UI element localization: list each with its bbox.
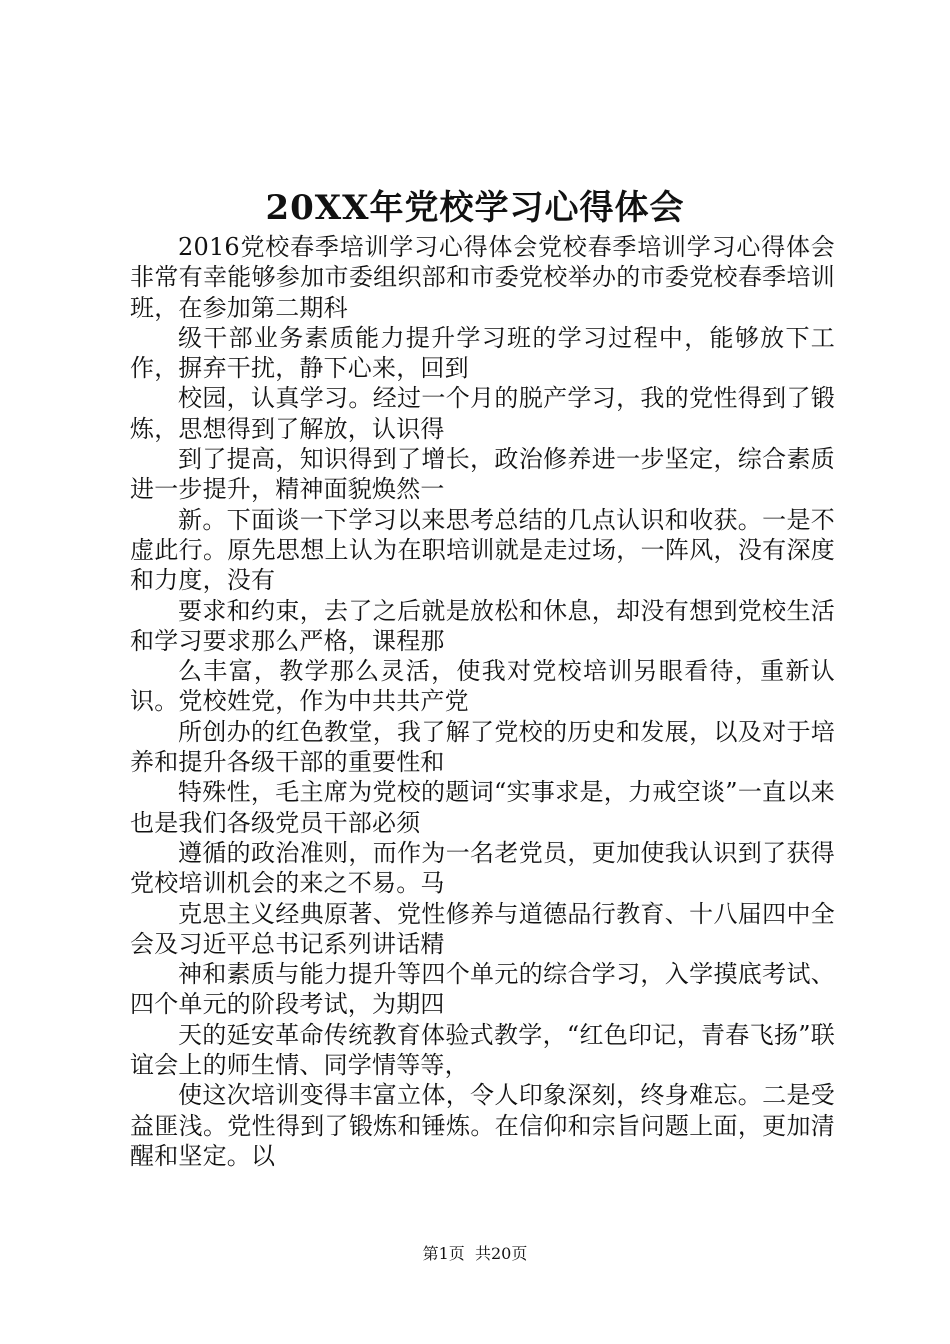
paragraph: 特殊性，毛主席为党校的题词“实事求是，力戒空谈”一直以来也是我们各级党员干部必须 bbox=[130, 778, 835, 837]
paragraph: 天的延安革命传统教育体验式教学，“红色印记，青春飞扬”联谊会上的师生情、同学情等等， bbox=[130, 1020, 835, 1080]
paragraph: 级干部业务素质能力提升学习班的学习过程中，能够放下工作，摒弃干扰，静下心来，回到 bbox=[130, 323, 835, 383]
document-title: 20XX年党校学习心得体会 bbox=[265, 188, 685, 228]
paragraph: 克思主义经典原著、党性修养与道德品行教育、十八届四中全会及习近平总书记系列讲话精 bbox=[130, 899, 835, 958]
paragraph: 所创办的红色教堂，我了解了党校的历史和发展，以及对于培养和提升各级干部的重要性和 bbox=[130, 717, 835, 777]
page-total: 共20页 bbox=[474, 1244, 528, 1263]
paragraph: 校园，认真学习。经过一个月的脱产学习，我的党性得到了锻炼，思想得到了解放，认识得 bbox=[130, 384, 835, 443]
paragraph: 新。下面谈一下学习以来思考总结的几点认识和收获。一是不虚此行。原先思想上认为在职培训就是走过场，一阵风，没有深度和力度，没有 bbox=[130, 505, 835, 595]
paragraph: 遵循的政治准则，而作为一名老党员，更加使我认识到了获得党校培训机会的来之不易。马 bbox=[130, 838, 835, 898]
document-body bbox=[130, 232, 835, 1171]
page-footer bbox=[0, 1243, 950, 1265]
paragraph: 要求和约束，去了之后就是放松和休息，却没有想到党校生活和学习要求那么严格，课程那 bbox=[130, 596, 835, 655]
paragraph: 神和素质与能力提升等四个单元的综合学习，入学摸底考试、四个单元的阶段考试，为期四 bbox=[130, 960, 835, 1019]
paragraph: 2016党校春季培训学习心得体会党校春季培训学习心得体会非常有幸能够参加市委组织部和市委党校举办的市委党校春季培训班，在参加第二期科 bbox=[130, 233, 835, 322]
paragraph: 使这次培训变得丰富立体，令人印象深刻，终身难忘。二是受益匪浅。党性得到了锻炼和锤炼。在信仰和宗旨问题上面，更加清醒和坚定。以 bbox=[130, 1081, 835, 1170]
paragraph: 到了提高，知识得到了增长，政治修养进一步坚定，综合素质进一步提升，精神面貌焕然一 bbox=[130, 445, 835, 504]
footer-separator bbox=[465, 1244, 475, 1263]
page-number: 第1页 bbox=[422, 1244, 465, 1263]
paragraph: 么丰富，教学那么灵活，使我对党校培训另眼看待，重新认识。党校姓党，作为中共共产党 bbox=[130, 657, 835, 716]
